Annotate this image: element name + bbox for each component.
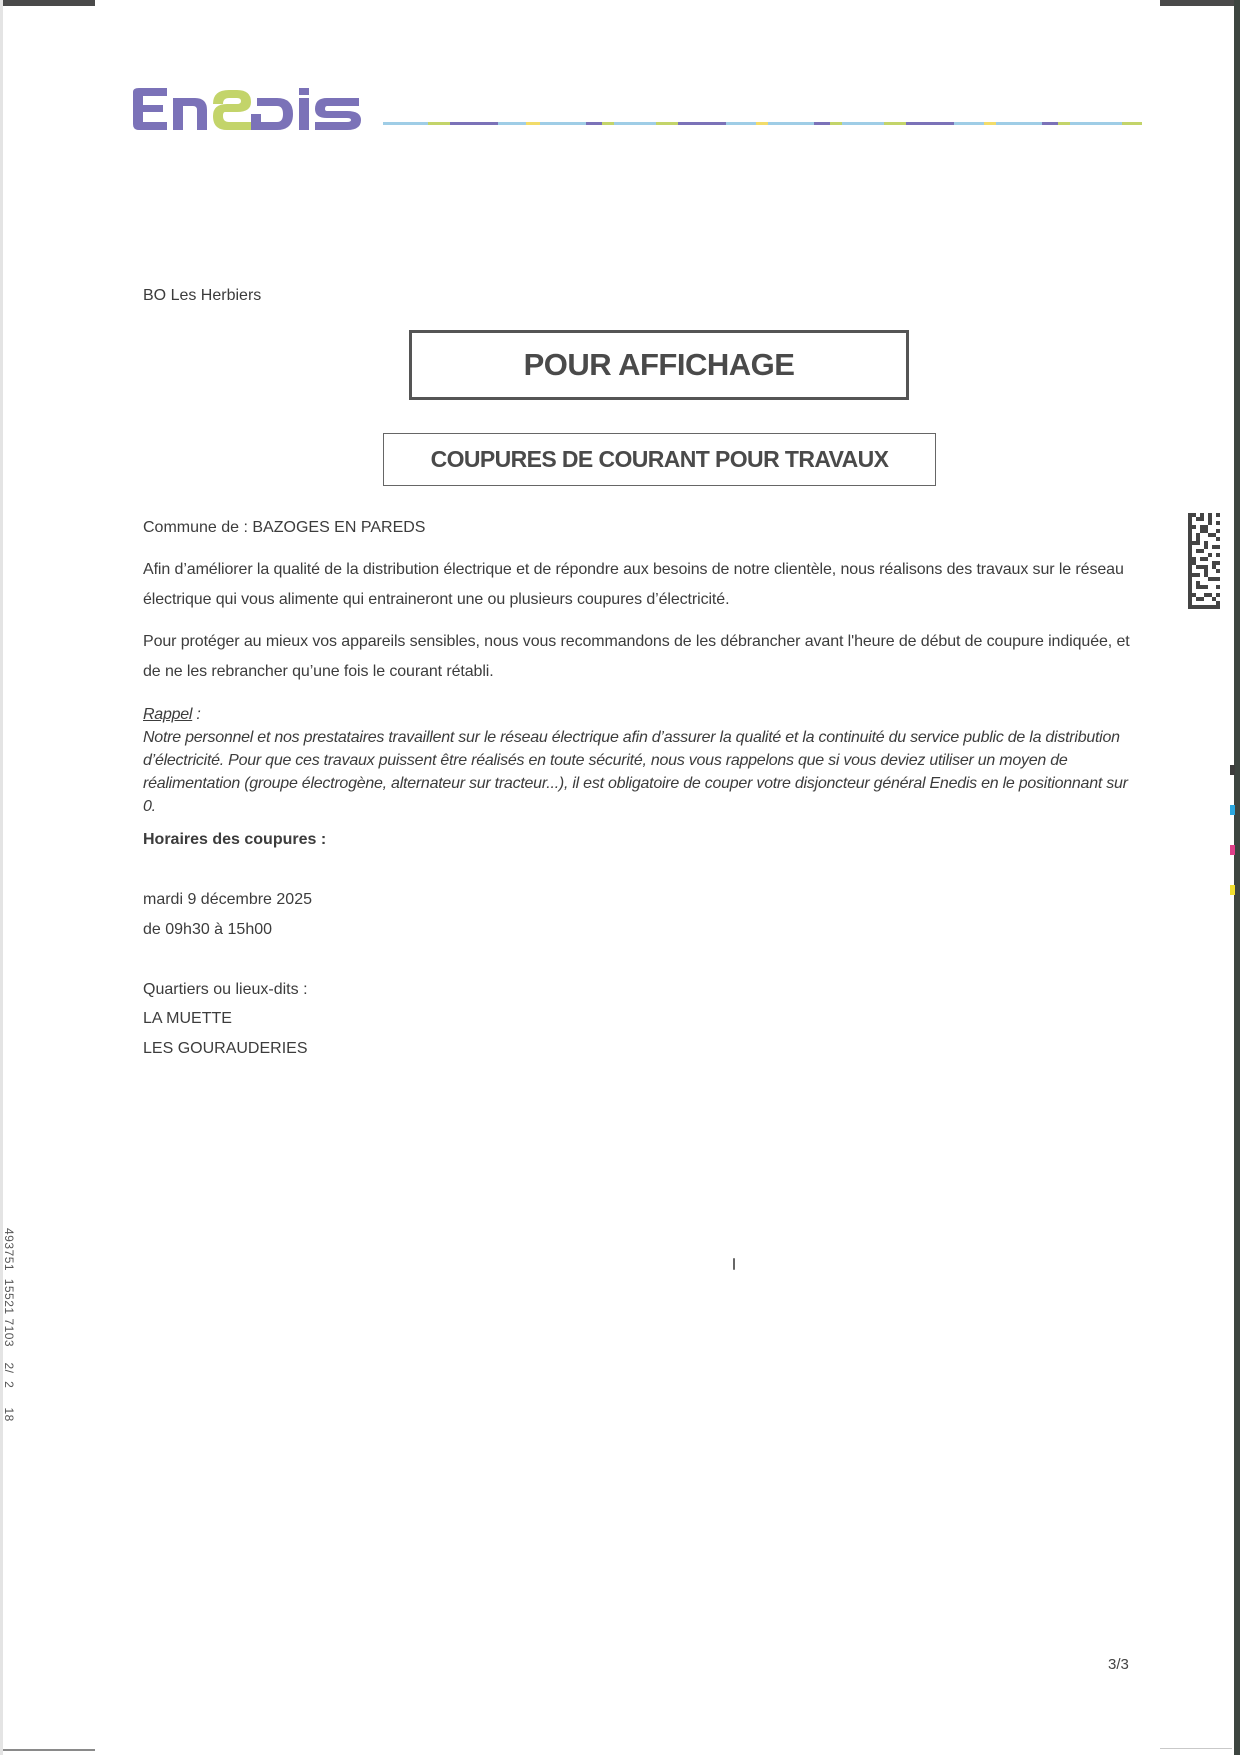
location-item: LES GOURAUDERIES xyxy=(143,1040,308,1057)
logo-decorative-line xyxy=(383,122,1234,125)
print-registration-mark-magenta xyxy=(1230,845,1235,855)
scan-mark-bottom-right xyxy=(1160,1748,1232,1749)
safety-reminder xyxy=(143,703,1143,818)
schedule-heading: Horaires des coupures : xyxy=(143,831,327,848)
reminder-text: Notre personnel et nos prestataires travaillent sur le réseau électrique afin d’assurer la qualité et la continuité du service public de la distribution d’électricité. Pour que ces travaux puissent être réalisés en toute sécurité, nous vous rappelons que si vous deviez utiliser un moyen de réalimentation (groupe électrogène, alternateur sur tracteur...), il est obligatoire de couper votre disjoncteur général Enedis en le positionnant sur 0. xyxy=(143,729,1128,815)
sender-office: BO Les Herbiers xyxy=(143,287,262,304)
print-registration-mark-cyan xyxy=(1230,805,1235,815)
scan-mark-bottom-left xyxy=(3,1749,95,1751)
recommendation-paragraph: Pour protéger au mieux vos appareils sensibles, nous vous recommandons de les débrancher avant l'heure de début de coupure indiquée, et de ne les rebrancher qu’une fois le courant rétabli. xyxy=(143,633,1130,680)
outage-date: mardi 9 décembre 2025 xyxy=(143,891,312,908)
intro-paragraph: Afin d’améliorer la qualité de la distribution électrique et de répondre aux besoins de notre clientèle, nous réalisons des travaux sur le réseau électrique qui vous alimente qui entraineront une ou plusieurs coupures d’électricité. xyxy=(143,561,1124,608)
scan-speck xyxy=(733,1258,735,1270)
locations-heading: Quartiers ou lieux-dits : xyxy=(143,981,308,998)
commune-line: Commune de : BAZOGES EN PAREDS xyxy=(143,519,426,536)
reminder-heading xyxy=(143,703,1143,726)
notice-label: POUR AFFICHAGE xyxy=(523,347,795,382)
reminder-label: Rappel xyxy=(143,706,193,723)
notice-label-box xyxy=(409,330,909,400)
datamatrix-barcode-icon xyxy=(1188,512,1220,610)
page-number: 3/3 xyxy=(1108,1656,1129,1673)
print-registration-mark-black xyxy=(1230,765,1235,775)
print-registration-mark-yellow xyxy=(1230,885,1235,895)
enedis-logo xyxy=(133,84,363,132)
outage-time-range: de 09h30 à 15h00 xyxy=(143,921,273,938)
location-item: LA MUETTE xyxy=(143,1010,232,1027)
document-title-box xyxy=(383,433,936,486)
scan-right-edge xyxy=(1234,0,1240,1755)
scan-corner-top-left xyxy=(3,0,95,6)
document-title: COUPURES DE COURANT POUR TRAVAUX xyxy=(430,446,889,472)
scan-left-edge xyxy=(0,0,3,1755)
reminder-colon: : xyxy=(192,706,201,723)
scan-corner-top-right xyxy=(1160,0,1240,6)
side-reference-code: 493751 15521 7103 2/ 2 18 xyxy=(2,1228,16,1422)
enedis-logo-icon xyxy=(133,84,363,132)
